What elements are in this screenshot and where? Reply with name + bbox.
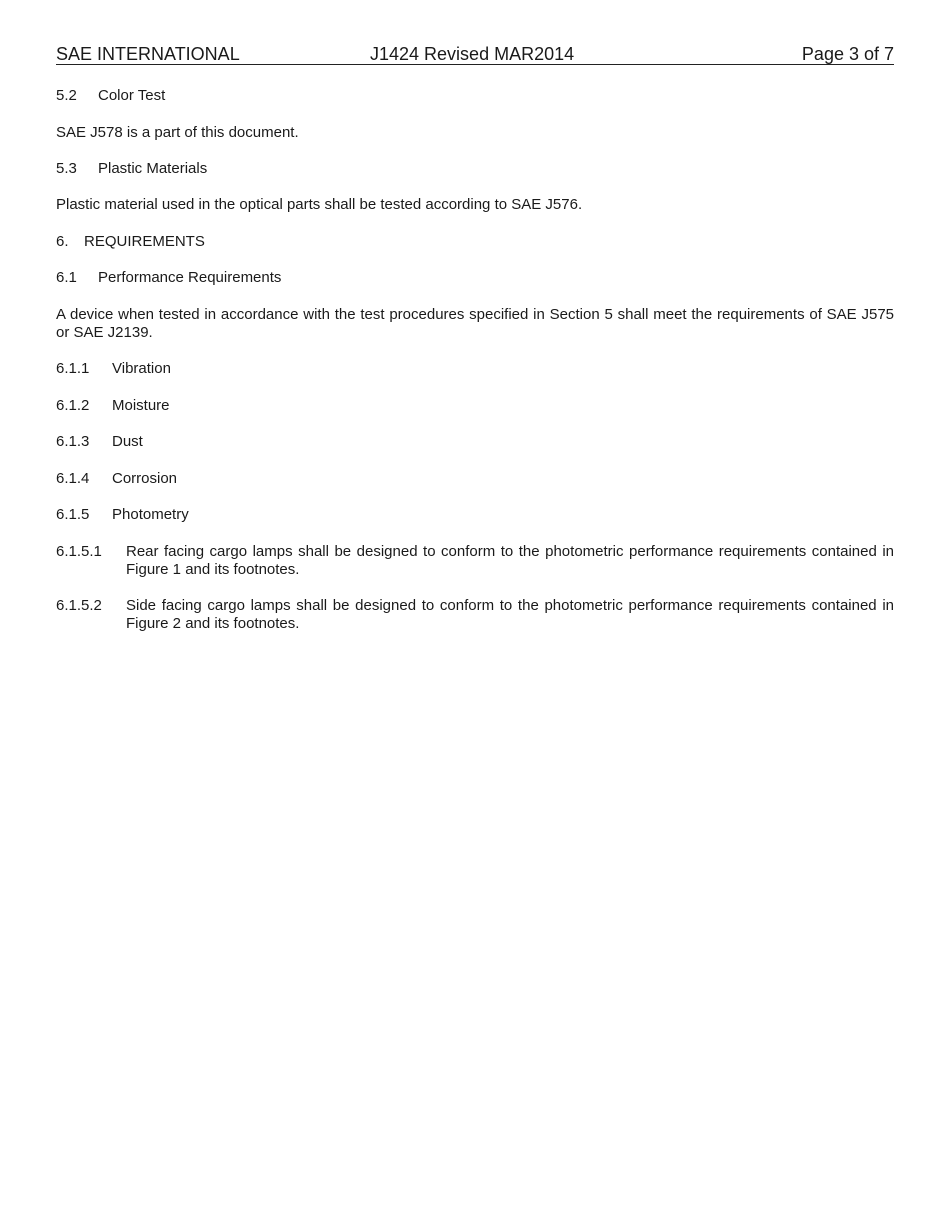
paragraph-5-2: SAE J578 is a part of this document. — [56, 124, 299, 141]
section-title: Photometry — [112, 506, 189, 523]
page-header — [56, 44, 894, 65]
section-number: 6. — [56, 233, 69, 250]
section-number: 6.1.5 — [56, 506, 90, 523]
section-number: 5.3 — [56, 160, 77, 177]
section-title: Performance Requirements — [98, 269, 282, 286]
section-title: Vibration — [112, 360, 171, 377]
header-document-id: J1424 Revised MAR2014 — [370, 44, 575, 64]
section-title: Plastic Materials — [98, 160, 208, 177]
header-organization: SAE INTERNATIONAL — [56, 44, 240, 64]
section-number: 5.2 — [56, 87, 77, 104]
section-title: Dust — [112, 433, 143, 450]
clause-6-1-5-2 — [56, 597, 894, 633]
section-title: Moisture — [112, 397, 170, 414]
section-title: Corrosion — [112, 470, 178, 487]
clause-6-1-5-1 — [56, 543, 894, 579]
section-number: 6.1.5.1 — [56, 543, 102, 560]
section-number: 6.1 — [56, 269, 77, 286]
header-page-number: Page 3 of 7 — [801, 44, 894, 64]
section-title: REQUIREMENTS — [84, 233, 205, 250]
section-number: 6.1.2 — [56, 397, 90, 414]
section-number: 6.1.1 — [56, 360, 90, 377]
section-title: Color Test — [98, 87, 166, 104]
paragraph-6-1: A device when tested in accordance with the test procedures specified in Section 5 shall meet the requirements of SAE J575 or SAE J2139. — [56, 306, 894, 341]
section-number: 6.1.3 — [56, 433, 90, 450]
section-number: 6.1.4 — [56, 470, 90, 487]
section-number: 6.1.5.2 — [56, 597, 102, 614]
clause-text: Rear facing cargo lamps shall be designed to conform to the photometric performance requirements contained in Figure 1 and its footnotes. — [126, 543, 894, 578]
clause-text: Side facing cargo lamps shall be designed to conform to the photometric performance requirements contained in Figure 2 and its footnotes. — [126, 597, 894, 632]
paragraph-5-3: Plastic material used in the optical parts shall be tested according to SAE J576. — [56, 196, 583, 213]
